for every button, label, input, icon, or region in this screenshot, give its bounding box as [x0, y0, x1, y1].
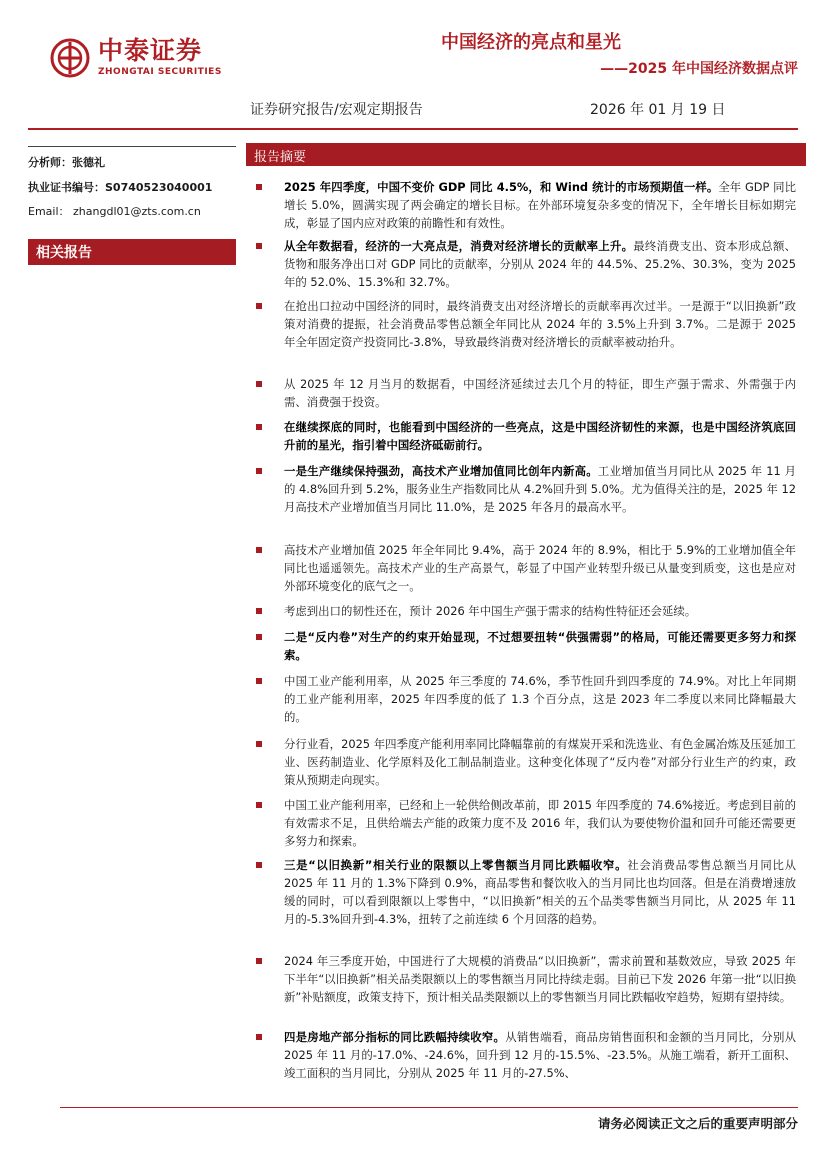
bullet-square-icon [256, 1034, 262, 1040]
bullet-square-icon [256, 608, 262, 614]
paragraph-lead: 四是房地产部分指标的同比跌幅持续收窄。 [284, 1030, 506, 1044]
brand-name-cn: 中泰证券 [98, 36, 203, 65]
paragraph [256, 856, 796, 928]
footer-divider [60, 1107, 798, 1108]
paragraph-text: 从 2025 年 12 月当月的数据看，中国经济延续过去几个月的特征，即生产强于需求、外需强于内需、消费强于投资。 [284, 377, 796, 409]
paragraph [256, 462, 796, 516]
paragraph [256, 796, 796, 850]
paragraph-text: 最终消费支出、资本形成总额、货物和服务净出口对 GDP 同比的贡献率，分别从 2024 年的 44.5%、25.2%、30.3%，变为 2025 年的 52.0%、15.3%和 32.7%。 [284, 239, 796, 289]
paragraph [256, 628, 796, 664]
paragraph [256, 375, 796, 411]
paragraph-text: 高技术产业增加值 2025 年全年同比 9.4%，高于 2024 年的 8.9%，相比于 5.9%的工业增加值全年同比也遥遥领先。高技术产业的生产高景气，彰显了中国产业转型升级已从量变到质变，这也是应对外部环境变化的底气之一。 [284, 543, 796, 593]
paragraph-text: 从销售端看，商品房销售面积和金额的当月同比，分别从 2025 年 11 月的-17.0%、-24.6%，回升到 12 月的-15.5%、-23.5%。从施工端看，新开工面积、竣工面积的当月同比，分别从 2025 年 11 月的-27.5%、 [284, 1030, 796, 1080]
bullet-square-icon [256, 802, 262, 808]
bullet-square-icon [256, 424, 262, 430]
paragraph [256, 952, 796, 1006]
summary-label: 报告摘要 [254, 150, 307, 165]
paragraph-text: 中国工业产能利用率，已经和上一轮供给侧改革前，即 2015 年四季度的 74.6%接近。考虑到目前的有效需求不足，且供给端去产能的政策力度不及 2016 年，我们认为要使物价温和回升可能还需要更多努力和探索。 [284, 798, 796, 848]
report-type: 证券研究报告/宏观定期报告 [250, 102, 423, 118]
paragraph-text: 中国工业产能利用率，从 2025 年三季度的 74.6%，季节性回升到四季度的 74.9%。对比上年同期的工业产能利用率，2025 年四季度的低了 1.3 个百分点，这是 2023 年二季度以来同比降幅最大的。 [284, 674, 796, 724]
paragraph-lead: 二是“反内卷”对生产的约束开始显现，不过想要扭转“供强需弱”的格局，可能还需要更多努力和探索。 [284, 630, 796, 662]
report-subtitle: ——2025 年中国经济数据点评 [600, 61, 798, 77]
paragraph-text: 考虑到出口的韧性还在，预计 2026 年中国生产强于需求的结构性特征还会延续。 [284, 604, 697, 618]
bullet-square-icon [256, 468, 262, 474]
analyst-label: 分析师： [28, 156, 72, 169]
paragraph [256, 602, 796, 620]
paragraph-text: 2024 年三季度开始，中国进行了大规模的消费品“以旧换新”，需求前置和基数效应，导致 2025 年下半年“以旧换新”相关品类限额以上的零售额当月同比持续走弱。目前已下发 2026 年第一批“以旧换新”补贴额度，政策支持下，预计相关品类限额以上的零售额当月同比跌幅收窄趋势，短期有望持续。 [284, 954, 796, 1004]
paragraph-lead: 一是生产继续保持强劲，高技术产业增加值同比创年内新高。 [284, 464, 598, 478]
paragraph-text: 在抢出口拉动中国经济的同时，最终消费支出对经济增长的贡献率再次过半。一是源于“以旧换新”政策对消费的提振，社会消费品零售总额全年同比从 2024 年的 3.5%上升到 3.7%。二是源于 2025 年全年固定资产投资同比-3.8%，导致最终消费对经济增长的贡献率被动抬升。 [284, 299, 796, 349]
paragraph-lead: 2025 年四季度，中国不变价 GDP 同比 4.5%，和 Wind 统计的市场预期值一样。 [284, 180, 719, 194]
analyst-name: 张德礼 [72, 156, 105, 169]
paragraph [256, 178, 796, 232]
paragraph [256, 672, 796, 726]
paragraph-text: 社会消费品零售总额当月同比从 2025 年 11 月的 1.3%下降到 0.9%，商品零售和餐饮收入的当月同比也均回落。但是在消费增速放缓的同时，可以看到限额以上零售中，“以旧换新”相关的五个品类零售额当月同比，从 2025 年 11 月的-5.3%回升到-4.3%，扭转了之前连续 6 个月回落的趋势。 [284, 858, 796, 926]
bullet-square-icon [256, 862, 262, 868]
cert-label: 执业证书编号： [28, 181, 105, 194]
analyst-line [28, 154, 105, 170]
paragraph [256, 237, 796, 291]
email-line [28, 203, 201, 219]
paragraph-text: 工业增加值当月同比从 2025 年 11 月的 4.8%回升到 5.2%，服务业生产指数同比从 4.2%回升到 5.0%。尤为值得关注的是，2025 年 12 月高技术产业增加值当月同比 11.0%，是 2025 年各月的最高水平。 [284, 464, 796, 514]
bullet-square-icon [256, 303, 262, 309]
paragraph [256, 541, 796, 595]
bullet-square-icon [256, 184, 262, 190]
bullet-square-icon [256, 678, 262, 684]
footer-disclaimer: 请务必阅读正文之后的重要声明部分 [597, 1116, 798, 1131]
bullet-square-icon [256, 243, 262, 249]
brand-name-en: ZHONGTAI SECURITIES [98, 67, 222, 77]
cert-number: S0740523040001 [105, 181, 213, 194]
email-address[interactable]: zhangdl01@zts.com.cn [73, 205, 201, 218]
paragraph [256, 418, 796, 454]
paragraph-lead: 三是“以旧换新”相关行业的限额以上零售额当月同比跌幅收窄。 [284, 858, 628, 872]
paragraph-text: 分行业看，2025 年四季度产能利用率同比降幅靠前的有煤炭开采和洗选业、有色金属冶炼及压延加工业、医药制造业、化学原料及化工制品制造业。这种变化体现了“反内卷”对部分行业生产的约束，政策从预期走向现实。 [284, 737, 796, 787]
bullet-square-icon [256, 381, 262, 387]
paragraph [256, 1028, 796, 1082]
bullet-square-icon [256, 547, 262, 553]
paragraph-text: 全年 GDP 同比增长 5.0%，圆满实现了两会确定的增长目标。在外部环境复杂多变的情况下，全年增长目标如期完成，彰显了国内应对政策的前瞻性和有效性。 [284, 180, 796, 230]
email-label: Email： [28, 205, 70, 218]
report-title: 中国经济的亮点和星光 [441, 32, 621, 53]
paragraph [256, 735, 796, 789]
bullet-square-icon [256, 958, 262, 964]
summary-bar [246, 143, 806, 166]
related-reports-label: 相关报告 [36, 245, 92, 261]
cert-line [28, 179, 212, 195]
paragraph [256, 297, 796, 351]
report-date: 2026 年 01 月 19 日 [590, 102, 726, 118]
zhongtai-logo-icon [50, 38, 90, 78]
left-column-divider [28, 146, 236, 147]
paragraph-lead: 在继续探底的同时，也能看到中国经济的一些亮点，这是中国经济韧性的来源，也是中国经济筑底回升前的星光，指引着中国经济砥砺前行。 [284, 420, 796, 452]
bullet-square-icon [256, 634, 262, 640]
paragraph-lead: 从全年数据看，经济的一大亮点是，消费对经济增长的贡献率上升。 [284, 239, 634, 253]
header-divider [28, 128, 798, 130]
bullet-square-icon [256, 741, 262, 747]
